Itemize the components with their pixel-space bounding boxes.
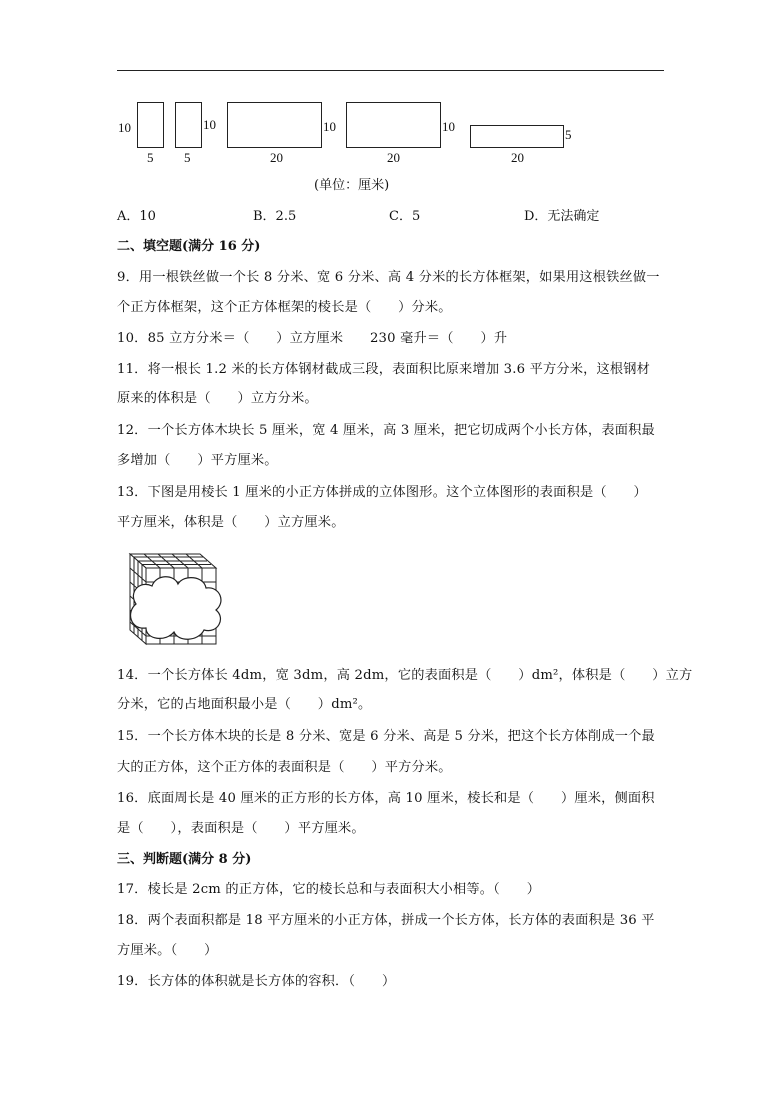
header-rule bbox=[117, 70, 664, 71]
rectangle-4 bbox=[346, 102, 441, 148]
q17-line1: 17．棱长是 2cm 的正方体，它的棱长总和与表面积大小相等。（ ） bbox=[117, 882, 541, 897]
q15-line2: 大的正方体，这个正方体的表面积是（ ）平方分米。 bbox=[117, 760, 452, 775]
section-fill-in-title: 二、填空题(满分 16 分) bbox=[117, 239, 261, 254]
q9-line2: 个正方体框架，这个正方体框架的棱长是（ ）分米。 bbox=[117, 300, 452, 315]
rect5-right-label: 5 bbox=[565, 127, 572, 142]
rectangle-2 bbox=[175, 102, 202, 148]
rect4-bottom-label: 20 bbox=[387, 150, 400, 165]
option-d: D．无法确定 bbox=[524, 209, 600, 224]
cube-cloud-drawing bbox=[122, 552, 228, 648]
option-b: B．2.5 bbox=[253, 209, 297, 224]
rect1-bottom-label: 5 bbox=[147, 150, 154, 165]
option-c: C．5 bbox=[389, 209, 421, 224]
rectangle-3 bbox=[227, 102, 322, 148]
q10-line1: 10．85 立方分米＝（ ）立方厘米 230 毫升＝（ ）升 bbox=[117, 331, 508, 346]
q15-line1: 15．一个长方体木块的长是 8 分米、宽是 6 分米、高是 5 分米，把这个长方体削成一个最 bbox=[117, 729, 655, 744]
q13-line2: 平方厘米，体积是（ ）立方厘米。 bbox=[117, 515, 345, 530]
q16-line1: 16．底面周长是 40 厘米的正方形的长方体，高 10 厘米，棱长和是（ ）厘米，侧面积 bbox=[117, 791, 655, 806]
q18-line2: 方厘米。（ ） bbox=[117, 943, 218, 958]
cube-figure bbox=[122, 552, 228, 648]
q12-line2: 多增加（ ）平方厘米。 bbox=[117, 453, 278, 468]
unit-caption: (单位：厘米) bbox=[314, 178, 390, 193]
rect2-right-label: 10 bbox=[203, 117, 216, 132]
rect5-bottom-label: 20 bbox=[511, 150, 524, 165]
rect3-right-label: 10 bbox=[323, 119, 336, 134]
rect1-left-label: 10 bbox=[118, 120, 131, 135]
rect4-right-label: 10 bbox=[442, 119, 455, 134]
q14-line2: 分米，它的占地面积最小是（ ）dm²。 bbox=[117, 697, 372, 712]
q11-line1: 11．将一根长 1.2 米的长方体钢材截成三段，表面积比原来增加 3.6 平方分米，这根钢材 bbox=[117, 362, 651, 377]
q14-line1: 14．一个长方体长 4dm，宽 3dm，高 2dm，它的表面积是（ ）dm²，体积是（ ）立方 bbox=[117, 668, 693, 683]
q19-line1: 19．长方体的体积就是长方体的容积．（ ） bbox=[117, 974, 396, 989]
q12-line1: 12．一个长方体木块长 5 厘米，宽 4 厘米，高 3 厘米，把它切成两个小长方体，表面积最 bbox=[117, 423, 655, 438]
section-judge-title: 三、判断题(满分 8 分) bbox=[117, 852, 252, 867]
q16-line2: 是（ ），表面积是（ ）平方厘米。 bbox=[117, 821, 365, 836]
rect3-bottom-label: 20 bbox=[270, 150, 283, 165]
rect2-bottom-label: 5 bbox=[184, 150, 191, 165]
q13-line1: 13．下图是用棱长 1 厘米的小正方体拼成的立体图形。这个立体图形的表面积是（ ） bbox=[117, 485, 647, 500]
q11-line2: 原来的体积是（ ）立方分米。 bbox=[117, 391, 318, 406]
q18-line1: 18．两个表面积都是 18 平方厘米的小正方体，拼成一个长方体，长方体的表面积是 36 平 bbox=[117, 913, 655, 928]
q9-line1: 9．用一根铁丝做一个长 8 分米、宽 6 分米、高 4 分米的长方体框架，如果用这根铁丝做一 bbox=[117, 270, 660, 285]
rectangle-1 bbox=[137, 102, 164, 148]
rectangle-5 bbox=[470, 125, 564, 148]
option-a: A．10 bbox=[117, 209, 156, 224]
